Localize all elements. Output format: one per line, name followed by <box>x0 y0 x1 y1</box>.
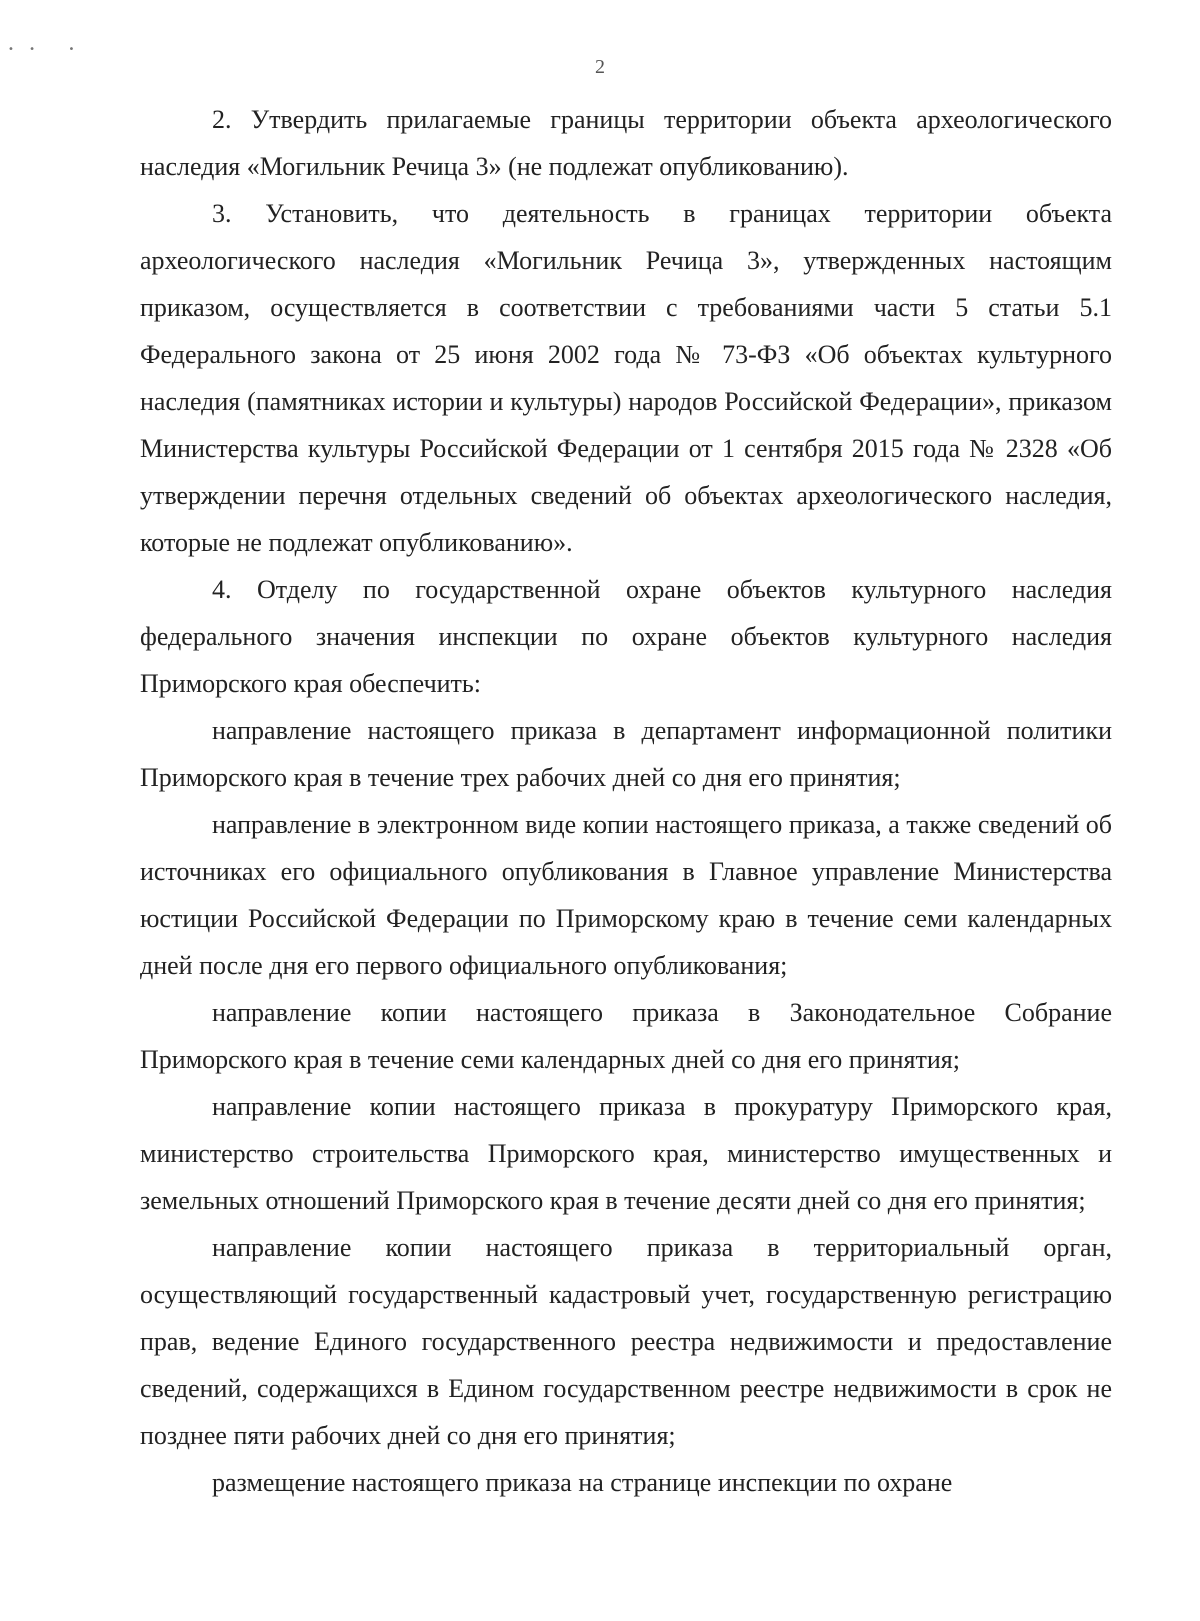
paragraph-directive-legislative-assembly: направление копии настоящего приказа в Законодательное Собрание Приморского края в течение семи календарных дней со дня его принятия; <box>140 998 1112 1074</box>
paragraph-item-2: 2. Утвердить прилагаемые границы территории объекта археологического наследия «Могильник Речица 3» (не подлежат опубликованию). <box>140 105 1112 181</box>
paragraph-item-3: 3. Установить, что деятельность в границах территории объекта археологического наследия «Могильник Речица 3», утвержденных настоящим приказом, осуществляется в соответствии с требованиями части 5 статьи 5.1 Федерального закона от 25 июня 2002 года № 73-ФЗ «Об объектах культурного наследия (памятниках истории и культуры) народов Российской Федерации», приказом Министерства культуры Российской Федерации от 1 сентября 2015 года № 2328 «Об утверждении перечня отдельных сведений об объектах археологического наследия, которые не подлежат опубликованию». <box>140 199 1112 557</box>
paragraph-directive-info-policy: направление настоящего приказа в департамент информационной политики Приморского края в течение трех рабочих дней со дня его принятия; <box>140 716 1112 792</box>
paragraph-item-4: 4. Отделу по государственной охране объектов культурного наследия федерального значения инспекции по охране объектов культурного наследия Приморского края обеспечить: <box>140 575 1112 698</box>
document-body <box>140 96 1112 1506</box>
paragraph-directive-justice-ministry: направление в электронном виде копии настоящего приказа, а также сведений об источниках его официального опубликования в Главное управление Министерства юстиции Российской Федерации по Приморскому краю в течение семи календарных дней после дня его первого официального опубликования; <box>140 810 1112 980</box>
page-number: 2 <box>595 56 605 78</box>
scan-artifact-marks: • • • <box>8 44 81 55</box>
paragraph-directive-cadastral-body: направление копии настоящего приказа в территориальный орган, осуществляющий государственный кадастровый учет, государственную регистрацию прав, ведение Единого государственного реестра недвижимости и предоставление сведений, содержащихся в Едином государственном реестре недвижимости в срок не позднее пяти рабочих дней со дня его принятия; <box>140 1233 1112 1450</box>
paragraph-directive-website: размещение настоящего приказа на странице инспекции по охране <box>212 1468 953 1497</box>
paragraph-directive-prosecutor: направление копии настоящего приказа в прокуратуру Приморского края, министерство строительства Приморского края, министерство имущественных и земельных отношений Приморского края в течение десяти дней со дня его принятия; <box>140 1092 1112 1215</box>
